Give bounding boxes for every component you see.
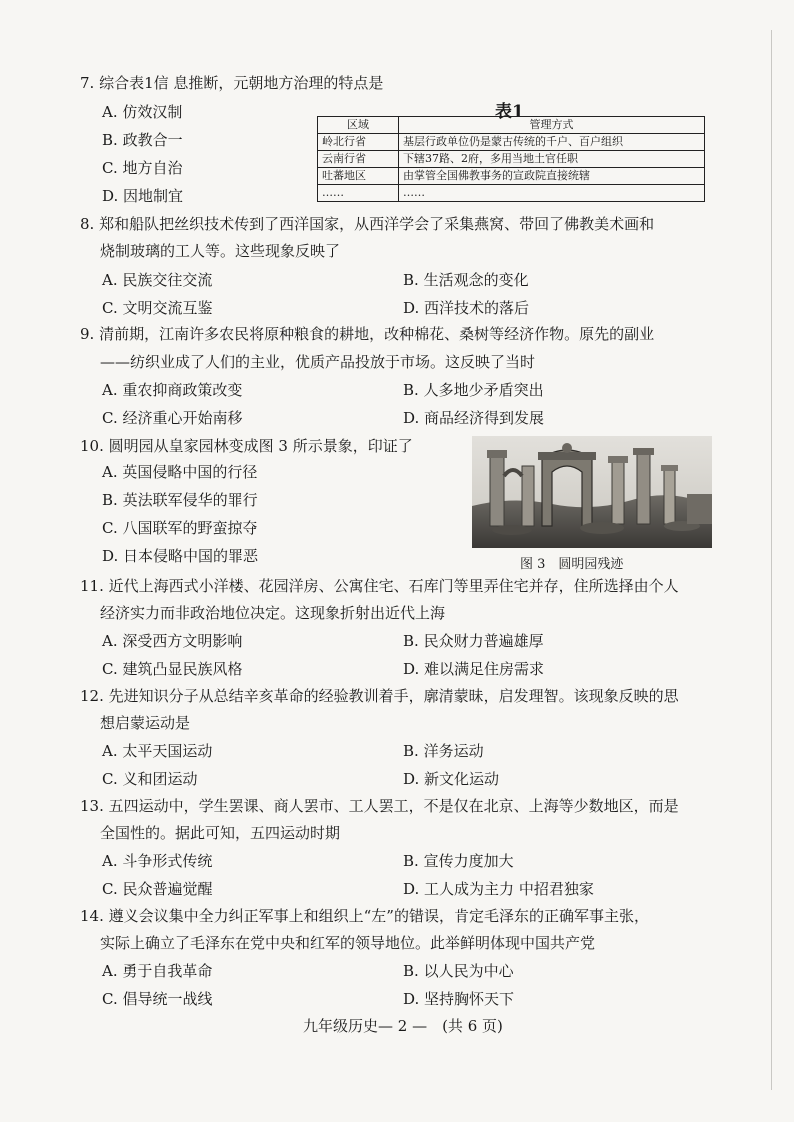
question-8-stem: 8. 郑和船队把丝织技术传到了西洋国家，从西洋学会了采集燕窝、带回了佛教美术画和 [80,215,655,233]
figure-3-caption: 图 3 圆明园残迹 [520,557,624,572]
question-9-option-d: D. 商品经济得到发展 [403,409,545,427]
question-12-option-a: A. 太平天国运动 [102,742,213,760]
question-7-option-d: D. 因地制宜 [102,187,184,205]
question-9-option-a: A. 重农抑商政策改变 [102,381,243,399]
question-13-option-a: A. 斗争形式传统 [102,852,213,870]
question-12-stem-continued: 想启蒙运动是 [100,714,191,732]
question-14-option-d: D. 坚持胸怀天下 [403,990,515,1008]
question-11-stem: 11. 近代上海西式小洋楼、花园洋房、公寓住宅、石库门等里弄住宅并存，住所选择由个人 [80,577,679,595]
question-14-option-a: A. 勇于自我革命 [102,962,213,980]
question-number: 11. [80,577,104,595]
question-14-stem-continued: 实际上确立了毛泽东在党中央和红军的领导地位。此举鲜明体现中国共产党 [100,934,596,952]
question-12-option-b: B. 洋务运动 [403,742,484,760]
question-14-option-b: B. 以人民为中心 [403,962,514,980]
question-12-stem: 12. 先进知识分子从总结辛亥革命的经验教训着手，廓清蒙昧，启发理智。该现象反映的思 [80,687,679,705]
table-row [318,168,705,185]
question-7-option-c: C. 地方自治 [102,159,183,177]
question-number: 9. [80,325,95,343]
table-cell: 下辖37路、2府，多用当地土官任职 [399,151,705,168]
table-1 [317,116,705,202]
table-cell: 岭北行省 [318,134,399,151]
question-number: 13. [80,797,104,815]
question-8-option-b: B. 生活观念的变化 [403,271,529,289]
table-row [318,185,705,202]
question-11-option-c: C. 建筑凸显民族风格 [102,660,243,678]
question-number: 12. [80,687,104,705]
table-row [318,134,705,151]
question-8-option-d: D. 西洋技术的落后 [403,299,530,317]
table-header-cell: 管理方式 [399,117,705,134]
question-12-option-c: C. 义和团运动 [102,770,198,788]
question-13-option-c: C. 民众普遍觉醒 [102,880,213,898]
question-7-option-a: A. 仿效汉制 [102,103,183,121]
question-11-option-a: A. 深受西方文明影响 [102,632,243,650]
table-header-row [318,117,705,134]
page-footer: 九年级历史— 2 — (共 6 页) [303,1017,503,1035]
table-cell: 由掌管全国佛教事务的宣政院直接统辖 [399,168,705,185]
question-number: 10. [80,437,104,455]
question-8-option-a: A. 民族交往交流 [102,271,213,289]
question-11-option-d: D. 难以满足住房需求 [403,660,545,678]
question-11-stem-continued: 经济实力而非政治地位决定。这现象折射出近代上海 [100,604,446,622]
question-7-stem: 7. 综合表1信 息推断，元朝地方治理的特点是 [80,74,384,92]
question-13-option-d: D. 工人成为主力 中招君独家 [403,880,594,898]
question-14-option-c: C. 倡导统一战线 [102,990,213,1008]
question-11-option-b: B. 民众财力普遍雄厚 [403,632,544,650]
question-10-option-c: C. 八国联军的野蛮掠夺 [102,519,258,537]
question-number: 14. [80,907,104,925]
table-cell: 基层行政单位仍是蒙古传统的千户、百户组织 [399,134,705,151]
table-cell: 吐蕃地区 [318,168,399,185]
table-cell: …… [399,185,705,202]
question-10-stem: 10. 圆明园从皇家园林变成图 3 所示景象，印证了 [80,437,413,455]
question-9-stem: 9. 清前期，江南许多农民将原种粮食的耕地，改种棉花、桑树等经济作物。原先的副业 [80,325,655,343]
question-10-option-b: B. 英法联军侵华的罪行 [102,491,258,509]
question-7-option-b: B. 政教合一 [102,131,183,149]
question-9-option-b: B. 人多地少矛盾突出 [403,381,544,399]
question-8-stem-continued: 烧制玻璃的工人等。这些现象反映了 [100,242,341,260]
question-13-stem-continued: 全国性的。据此可知，五四运动时期 [100,824,341,842]
yuanmingyuan-ruins-photo [472,436,712,548]
question-number: 7. [80,74,95,92]
question-13-stem: 13. 五四运动中，学生罢课、商人罢市、工人罢工，不是仅在北京、上海等少数地区，而是 [80,797,679,815]
question-9-option-c: C. 经济重心开始南移 [102,409,243,427]
table-1-title: 表1 [495,102,524,122]
table-row [318,151,705,168]
table-header-cell: 区域 [318,117,399,134]
question-8-option-c: C. 文明交流互鉴 [102,299,213,317]
table-cell: 云南行省 [318,151,399,168]
page-edge [771,30,772,1090]
question-9-stem-continued: ——纺织业成了人们的主业，优质产品投放于市场。这反映了当时 [100,353,536,371]
table-cell: …… [318,185,399,202]
question-14-stem: 14. 遵义会议集中全力纠正军事上和组织上“左”的错误，肯定毛泽东的正确军事主张， [80,907,649,925]
question-number: 8. [80,215,95,233]
question-10-option-d: D. 日本侵略中国的罪恶 [102,547,259,565]
question-12-option-d: D. 新文化运动 [403,770,500,788]
question-13-option-b: B. 宣传力度加大 [403,852,514,870]
question-10-option-a: A. 英国侵略中国的行径 [102,463,258,481]
